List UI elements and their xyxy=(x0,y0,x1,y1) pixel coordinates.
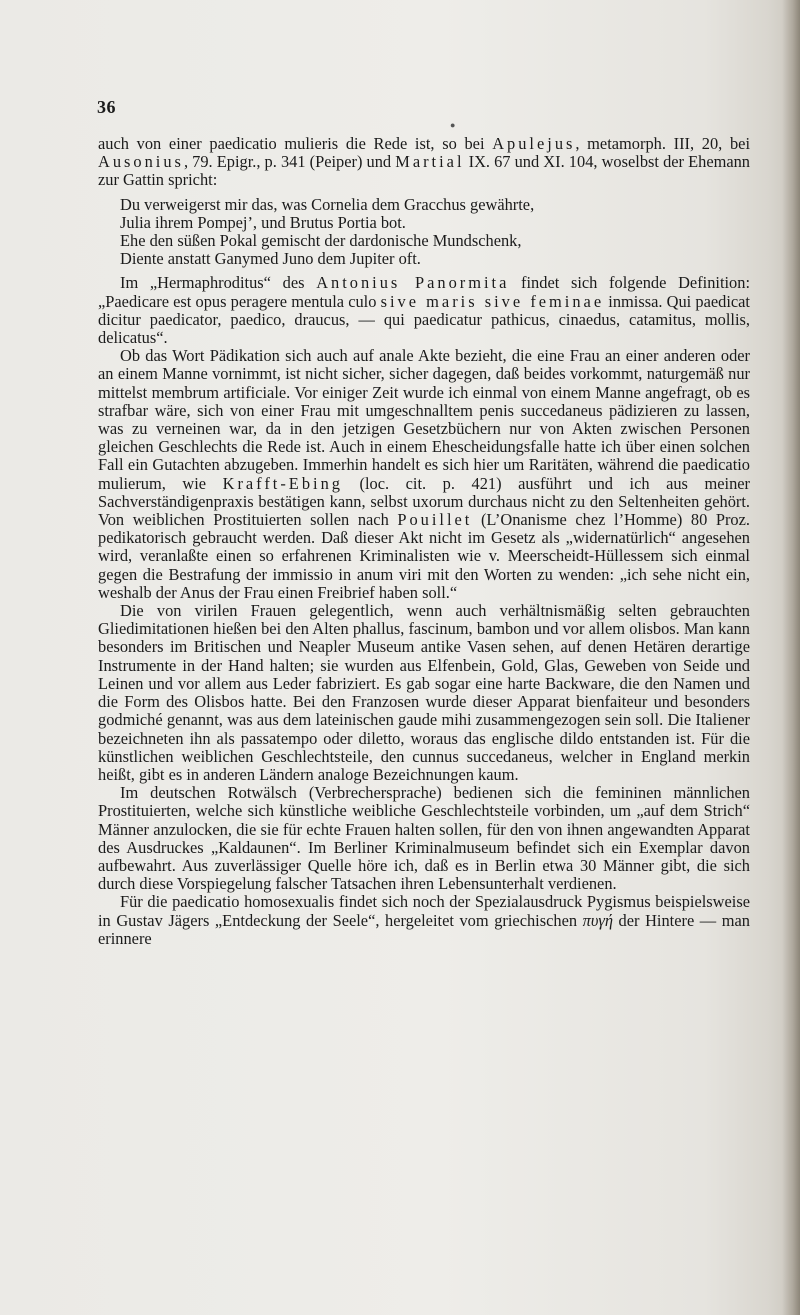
text-run: Ob das Wort Pädikation sich auch auf anale Akte bezieht, die eine Frau an einer anderen oder an einem Manne vornimmt, ist nicht sicher, sicher dagegen, daß beides vorkommt, naturgemäß nur mittelst membrum artificiale. Vor einiger Zeit wurde ich einmal von einem Manne angefragt, ob es strafbar wäre, sich von einer Frau mit umgeschnalltem penis succedaneus pädizieren zu lassen, was zu verneinen war, da in den jetzigen Gesetzbüchern nur von Akten zwischen Personen gleichen Geschlechts die Rede ist. Auch in einem Ehescheidungsfalle hatte ich über einen solchen Fall ein Gutachten abzugeben. Immerhin handelt es sich hier um Raritäten, während die paedicatio mulierum, wie xyxy=(98,346,750,493)
text-run: auch von einer paedicatio mulieris die Rede ist, so bei xyxy=(98,134,493,153)
spaced-phrase: sive maris sive feminae xyxy=(380,291,605,311)
paragraph xyxy=(98,602,750,784)
spaced-name: Martial xyxy=(395,152,465,172)
page-number: 36 xyxy=(97,97,116,117)
book-spine-shadow xyxy=(782,0,800,1315)
text-run: , metamorph. III, 20, bei xyxy=(575,134,751,153)
text-run: findet sich folgende Definition: „Paedicare est opus peragere mentula culo xyxy=(98,273,751,311)
paragraph xyxy=(98,893,750,948)
text-run: Für die paedicatio homosexualis findet sich noch der Spezialausdruck Pygismus beispielsweise in Gustav Jägers „Entdeckung der Seele“, hergeleitet vom griechischen xyxy=(98,892,750,930)
verse-line: Julia ihrem Pompej’, und Brutus Portia bot. xyxy=(120,212,406,232)
text-run: IX. 67 und XI. 104, woselbst der Ehemann zur Gattin spricht: xyxy=(98,152,751,190)
body-text xyxy=(98,135,750,948)
spaced-name: Ausonius xyxy=(98,152,184,172)
verse-line: Diente anstatt Ganymed Juno dem Jupiter oft. xyxy=(120,249,421,269)
greek-word: πυγή xyxy=(582,910,613,930)
text-run: der Hintere — man erinnere xyxy=(98,910,751,948)
paragraph xyxy=(98,784,750,893)
text-run: (L’Onanisme chez l’Homme) 80 Proz. pedikatorisch gebraucht werden. Daß dieser Akt nicht im Gesetz als „widernatürlich“ angesehen wird, veranlaßte einen so erfahrenen Kriminalisten wie v. Meerscheidt-Hüllessem sich einmal gegen die Bestrafung der immissio in anum viri mit den Worten zu wenden: „ich sehe nicht ein, weshalb der Anus der Frau einen Freibrief haben soll.“ xyxy=(98,510,750,602)
ink-mark: ● xyxy=(450,120,456,130)
text-run: (loc. cit. p. 421) ausführt und ich aus meiner Sachverständigenpraxis bestätigen kann, selbst uxorum durchaus nicht zu den Seltenheiten gehört. Von weiblichen Prostituierten sollen nach xyxy=(98,473,750,530)
paragraph xyxy=(98,274,750,347)
verse-quote xyxy=(98,196,750,269)
text-run: , 79. Epigr., p. 341 (Peiper) und xyxy=(183,152,396,172)
text-run: Im deutschen Rotwälsch (Verbrechersprache) bedienen sich die femininen männlichen Prostituierten, welche sich künstliche weibliche Geschlechtsteile vorbinden, um „auf dem Strich“ Männer anzulocken, die sie für echte Frauen halten sollen, für den von ihnen angewandten Apparat des Ausdruckes „Kaldaunen“. Im Berliner Kriminalmuseum befindet sich ein Exemplar davon aufbewahrt. Aus zuverlässiger Quelle höre ich, daß es in Berlin etwa 30 Männer gibt, die sich durch diese Vorspiegelung falscher Tatsachen ihren Lebensunterhalt verdienen. xyxy=(98,783,750,894)
spaced-name: Krafft-Ebing xyxy=(222,473,343,493)
text-run: Die von virilen Frauen gelegentlich, wenn auch verhältnismäßig selten gebrauchten Gliedimitationen hießen bei den Alten phallus, fascinum, bambon und vor allem olisbos. Man kann besonders im Britischen und Neapler Museum antike Vasen sehen, auf denen Hetären derartige Instrumente in der Hand halten; sie wurden aus Elfenbein, Gold, Glas, Geweben von Seide und Leinen und vor allem aus Leder fabriziert. Es gab sogar eine harte Backware, die den Namen und die Form des Olisbos hatte. Bei den Franzosen wurde dieser Apparat bienfaiteur und besonders godmiché genannt, was aus dem lateinischen gaude mihi zusammengezogen sein soll. Die Italiener bezeichneten ihn als passatempo oder diletto, woraus das englische dildo entstanden ist. Für die künstlichen weiblichen Geschlechtsteile, den cunnus succedaneus, welcher in England merkin heißt, gibt es in anderen Ländern analoge Bezeichnungen kaum. xyxy=(98,601,750,784)
verse-line: Du verweigerst mir das, was Cornelia dem Gracchus gewährte, xyxy=(120,194,535,214)
paragraph xyxy=(98,347,750,602)
text-run: Im „Hermaphroditus“ des xyxy=(120,273,317,293)
spaced-name: Antonius Panormita xyxy=(316,273,510,293)
spaced-name: Pouillet xyxy=(397,510,473,530)
paragraph xyxy=(98,135,750,190)
spaced-name: Apulejus xyxy=(492,134,576,153)
text-run: inmissa. Qui paedicat dicitur paedicator, paedico, draucus, — qui paedicatur pathicus, cinaedus, catamitus, mollis, delicatus“. xyxy=(98,291,750,348)
verse-line: Ehe den süßen Pokal gemischt der dardonische Mundschenk, xyxy=(120,231,522,251)
